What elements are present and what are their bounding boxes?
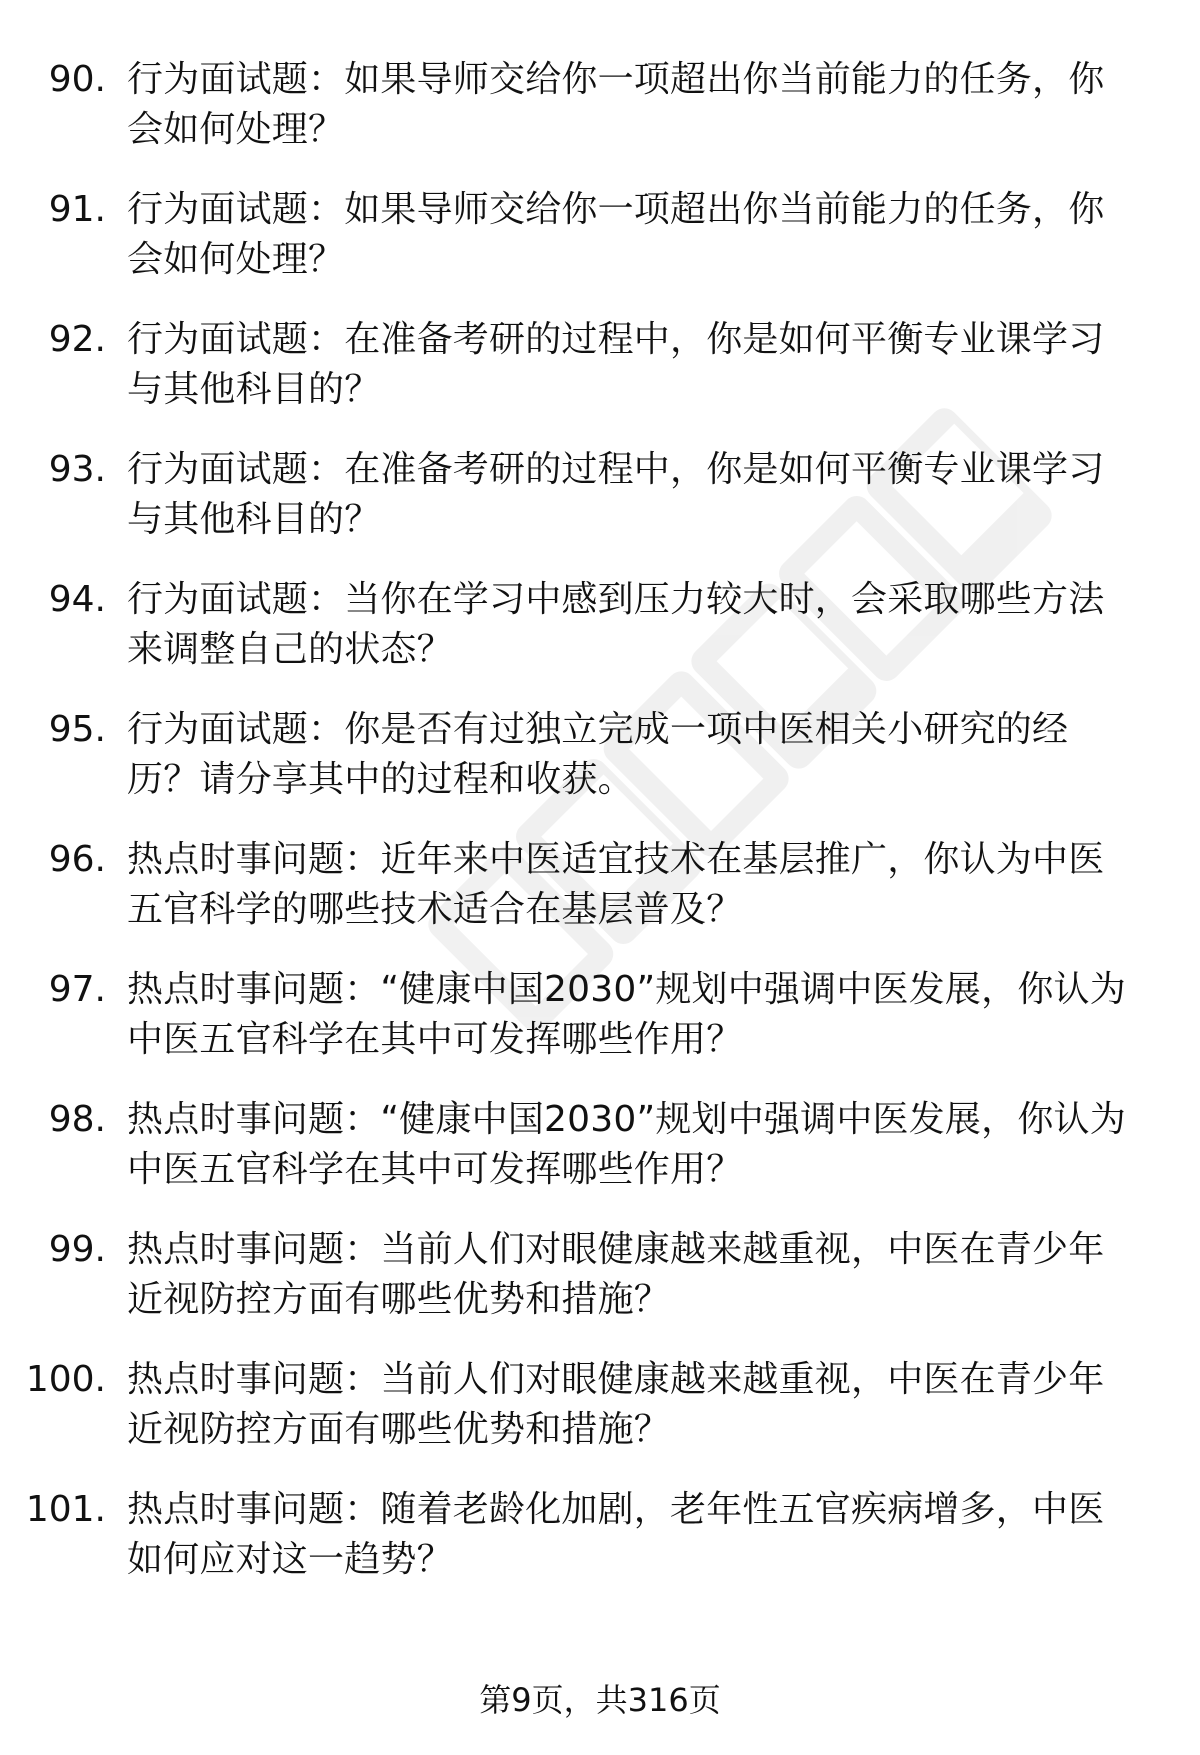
question-item xyxy=(0,1355,1200,1485)
question-number: 92. xyxy=(48,319,106,360)
question-number: 99. xyxy=(48,1229,106,1270)
question-text: 热点时事问题：“健康中国2030”规划中强调中医发展，你认为中医五官科学在其中可发挥哪些作用？ xyxy=(127,1099,1126,1190)
question-text: 行为面试题：如果导师交给你一项超出你当前能力的任务，你会如何处理？ xyxy=(127,189,1105,280)
question-number: 98. xyxy=(48,1099,106,1140)
question-list xyxy=(0,55,1200,1615)
question-text: 行为面试题：在准备考研的过程中，你是如何平衡专业课学习与其他科目的？ xyxy=(127,319,1105,410)
question-number: 96. xyxy=(48,839,106,880)
question-text: 行为面试题：当你在学习中感到压力较大时，会采取哪些方法来调整自己的状态？ xyxy=(127,579,1105,670)
question-item xyxy=(0,965,1200,1095)
question-number: 93. xyxy=(48,449,106,490)
question-number: 91. xyxy=(48,189,106,230)
question-number: 94. xyxy=(48,579,106,620)
question-number: 95. xyxy=(48,709,106,750)
question-text: 热点时事问题：随着老龄化加剧，老年性五官疾病增多，中医如何应对这一趋势？ xyxy=(127,1489,1105,1580)
question-text: 行为面试题：如果导师交给你一项超出你当前能力的任务，你会如何处理？ xyxy=(127,59,1105,150)
question-item xyxy=(0,575,1200,705)
question-number: 97. xyxy=(48,969,106,1010)
question-item xyxy=(0,705,1200,835)
page-footer: 第9页，共316页 xyxy=(479,1681,721,1719)
question-item xyxy=(0,1485,1200,1615)
question-number: 101. xyxy=(25,1489,106,1530)
question-text: 行为面试题：你是否有过独立完成一项中医相关小研究的经历？请分享其中的过程和收获。 xyxy=(127,709,1069,800)
question-item xyxy=(0,55,1200,185)
question-text: 行为面试题：在准备考研的过程中，你是如何平衡专业课学习与其他科目的？ xyxy=(127,449,1105,540)
question-text: 热点时事问题：近年来中医适宜技术在基层推广，你认为中医五官科学的哪些技术适合在基层普及？ xyxy=(127,839,1105,930)
question-text: 热点时事问题：“健康中国2030”规划中强调中医发展，你认为中医五官科学在其中可发挥哪些作用？ xyxy=(127,969,1126,1060)
question-item xyxy=(0,445,1200,575)
question-number: 90. xyxy=(48,59,106,100)
question-item xyxy=(0,835,1200,965)
question-number: 100. xyxy=(25,1359,106,1400)
question-item xyxy=(0,1225,1200,1355)
question-text: 热点时事问题：当前人们对眼健康越来越重视，中医在青少年近视防控方面有哪些优势和措施？ xyxy=(127,1359,1105,1450)
question-item xyxy=(0,1095,1200,1225)
question-item xyxy=(0,185,1200,315)
question-item xyxy=(0,315,1200,445)
question-text: 热点时事问题：当前人们对眼健康越来越重视，中医在青少年近视防控方面有哪些优势和措施？ xyxy=(127,1229,1105,1320)
